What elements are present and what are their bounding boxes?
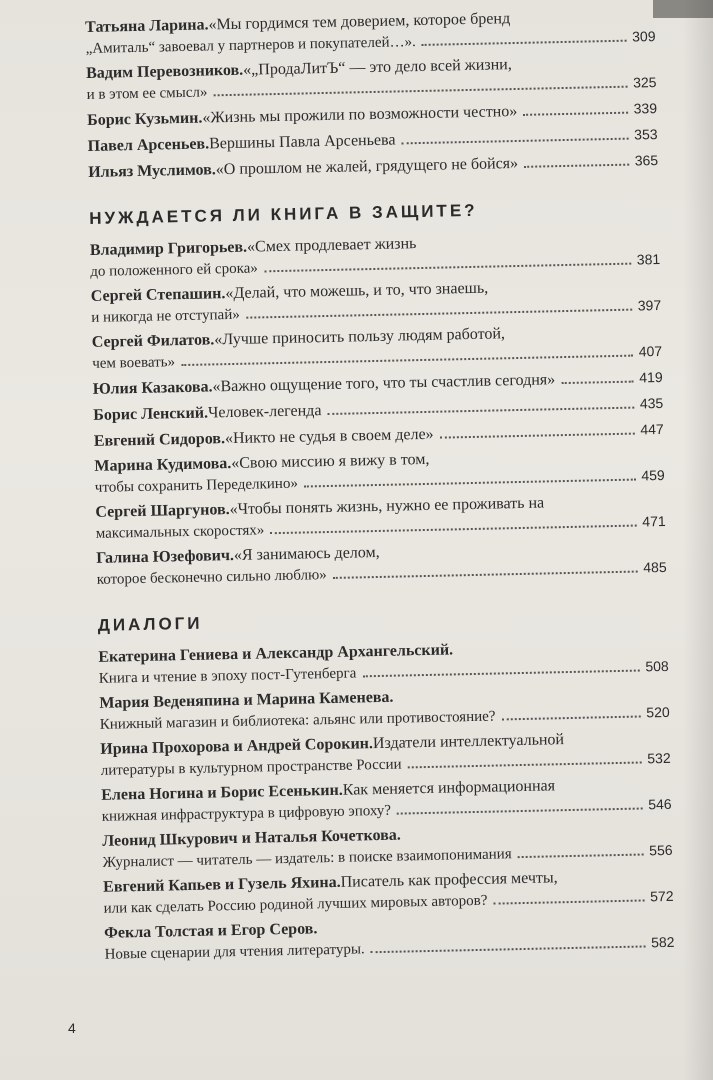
toc-entry-author: Фекла Толстая и Егор Серов. [103,920,318,942]
toc-entry-author: Вадим Перевозников. [85,61,244,82]
toc-entry-page: 325 [632,74,657,91]
toc-entry[interactable] [101,774,672,827]
dot-leader [493,899,644,904]
page-gutter-shading [683,0,713,1080]
toc-entry-author: Елена Ногина и Борис Есенькин. [101,781,343,804]
toc-entry[interactable] [94,445,665,498]
toc-entry-author: Галина Юзефович. [96,547,235,567]
toc-entry-title: чем воевать» [92,354,176,372]
dot-leader [362,670,639,678]
toc-entry-author: Сергей Филатов. [91,331,215,351]
toc-entry-title: «О прошлом не жалей, грядущего не бойся» [215,154,519,179]
dot-leader [408,762,642,769]
toc-entry-title: Как меняется информационная [342,777,556,799]
toc-entry-author: Сергей Шаргунов. [95,501,230,521]
toc-entry-author: Леонид Шкурович и Наталья Кочеткова. [102,826,401,850]
toc-entry-page: 447 [640,420,664,438]
toc-entry-title: «Мы гордимся тем доверием, которое бренд [208,10,511,34]
toc-entry-title: Книга и чтение в эпоху пост-Гутенберга [98,665,357,687]
toc-entry-title: максимальных скоростях» [95,522,265,542]
toc-entry-title: „Амиталь“ завоевал у партнеров и покупателей…». [85,34,416,57]
toc-entry-author: Мария Веденяпина и Марина Каменева. [99,688,394,712]
toc-entry-title: Журналист — читатель — издатель: в поиске взаимопонимания [102,846,512,871]
toc-entry-title: Книжный магазин и библиотека: альянс или противостояние? [99,708,496,733]
toc-entry-title: «Я занимаюсь делом, [233,543,380,564]
dot-leader [402,138,629,145]
toc-entry-title: «Делай, что можешь, и то, что знаешь, [225,279,489,303]
toc-entry-title: «Смех продлевает жизнь [246,235,417,256]
dot-leader [397,808,642,815]
toc-entry-title: «„ПродаЛитЪ“ — это дело всей жизни, [243,56,512,79]
dot-leader [502,716,641,721]
toc-entry[interactable] [91,275,662,328]
toc-entry[interactable] [92,321,663,374]
toc-entry-page: 546 [648,795,672,813]
toc-entry[interactable] [104,912,675,965]
toc-entry-author: Павел Арсеньев. [87,135,210,155]
dot-leader [264,263,631,273]
toc-entry-title: и в этом ее смысл» [86,84,208,103]
dot-leader [213,86,627,97]
dot-leader [181,355,633,366]
dot-leader [328,407,634,415]
toc-entry-title: книжная инфраструктура в цифровую эпоху? [101,802,392,825]
toc-entry-page: 435 [639,394,664,412]
toc-entry-page: 508 [645,657,669,675]
toc-entry-page: 353 [634,126,658,143]
toc-entry[interactable] [95,491,666,544]
dot-leader [440,433,635,439]
toc-entry-title: чтобы сохранить Переделкино» [94,475,299,496]
toc-entry-author: Юлия Казакова. [92,378,213,398]
dot-leader [246,309,632,319]
toc-entry-page: 407 [638,342,663,360]
dot-leader [518,853,644,858]
toc-entry-page: 459 [641,466,665,484]
dot-leader [524,164,629,168]
toc-entry-page: 365 [634,152,659,169]
toc-entry-page: 532 [647,749,671,767]
toc-entry-page: 572 [649,887,674,905]
toc-entry-page: 556 [649,841,673,859]
toc-entry[interactable] [96,537,667,590]
toc-entry-title: Человек-легенда [207,402,322,422]
toc-entry-page: 419 [639,368,663,386]
toc-entry-title: «Свою миссию я вижу в том, [231,450,430,473]
table-of-contents [85,6,675,970]
dot-leader [523,112,627,116]
toc-entry-author: Владимир Григорьев. [89,238,248,259]
toc-entry[interactable] [90,229,661,282]
toc-entry[interactable] [99,682,670,735]
toc-entry-page: 309 [631,28,656,45]
toc-entry-title: «Чтобы понять жизнь, нужно ее проживать на [229,494,545,519]
dot-leader [333,571,638,579]
toc-entry-author: Ильяз Муслимов. [88,161,216,181]
toc-entry-title: литературы в культурном пространстве России [100,756,402,779]
toc-entry-title: Писатель как профессия мечты, [340,869,558,891]
toc-entry-author: Борис Кузьмин. [86,109,203,129]
toc-entry[interactable] [103,866,674,919]
toc-entry-author: Евгений Капьев и Гузель Яхина. [103,873,341,896]
toc-entry[interactable] [98,636,669,689]
toc-entry-page: 339 [633,100,658,117]
toc-entry[interactable] [102,820,673,873]
toc-entry-page: 397 [637,296,662,314]
toc-entry-author: Борис Ленский. [93,404,209,424]
toc-entry-page: 381 [636,251,661,268]
toc-entry-title: «Никто не судья в своем деле» [224,425,434,448]
toc-entry-title: «Жизнь мы прожили по возможности честно» [202,102,518,127]
toc-entry[interactable] [100,728,671,781]
toc-entry-title: которое бесконечно сильно люблю» [96,567,327,588]
toc-entry-title: до положенного ей срока» [90,260,258,280]
dot-leader [304,479,636,488]
toc-entry-title: «Лучше приносить пользу людям работой, [214,325,506,349]
toc-entry-title: Издатели интеллектуальной [372,731,565,753]
dot-leader [422,40,626,46]
toc-entry-author: Евгений Сидоров. [93,430,226,450]
toc-entry-title: или как сделать Россию родиной лучших мировых авторов? [103,892,488,917]
toc-entry-page: 471 [642,512,666,530]
dot-leader [371,945,645,953]
toc-entry-author: Сергей Степашин. [90,285,226,305]
toc-entry-author: Марина Кудимова. [94,455,232,475]
toc-entry-author: Ирина Прохорова и Андрей Сорокин. [100,735,374,758]
section-heading: ДИАЛОГИ [97,613,203,635]
toc-entry-page: 520 [646,703,670,721]
toc-entry-page: 582 [650,933,675,951]
toc-entry-title: «Важно ощущение того, что ты счастлив сегодня» [212,371,556,396]
toc-entry[interactable] [86,52,657,105]
dot-leader [561,381,633,385]
toc-entry-page: 485 [643,558,667,576]
toc-entry-title: Вершины Павла Арсеньева [208,131,396,153]
toc-entry-author: Татьяна Ларина. [85,16,209,36]
toc-entry-title: и никогда не отступай» [91,306,240,326]
toc-entry[interactable] [85,6,656,59]
page-number: 4 [68,1020,76,1036]
toc-entry-title: Новые сценарии для чтения литературы. [104,941,365,963]
section-heading: НУЖДАЕТСЯ ЛИ КНИГА В ЗАЩИТЕ? [89,200,478,228]
toc-entry-author: Екатерина Гениева и Александр Архангельский. [98,641,454,666]
dot-leader [270,525,636,535]
